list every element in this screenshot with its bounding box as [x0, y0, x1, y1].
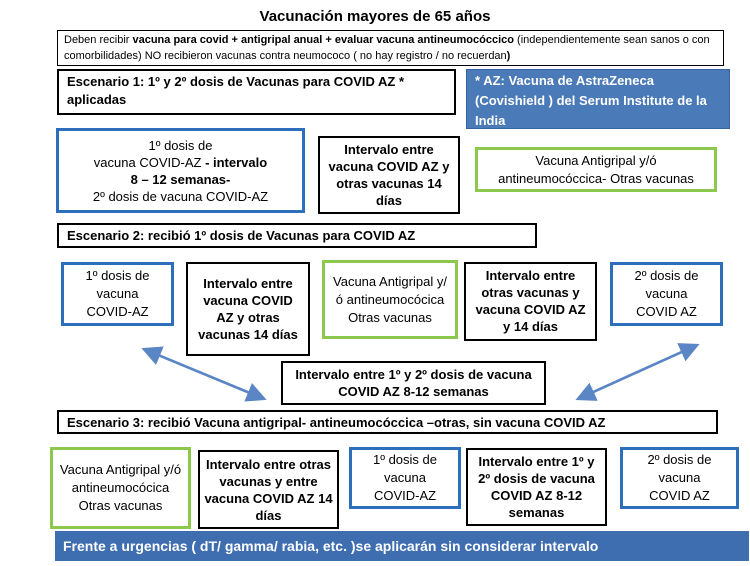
s3-second-dose-box: 2º dosis de vacuna COVID AZ [620, 447, 739, 509]
s1-box1-line3: 8 – 12 semanas- [130, 172, 231, 187]
s1-box1-line2b: - intervalo [201, 155, 268, 170]
s1-antigripal-box: Vacuna Antigripal y/ó antineumocóccica- Otras vacunas [475, 147, 717, 192]
left-arrow-down [146, 350, 262, 398]
intro-b2: ) [506, 50, 511, 62]
s2-antigripal-box: Vacuna Antigripal y/ó antineumocócica Otras vacunas [322, 260, 458, 339]
right-arrow-down [580, 346, 695, 398]
scenario2-header: Escenario 2: recibió 1º dosis de Vacunas para COVID AZ [57, 223, 537, 248]
s3-interval-doses-box: Intervalo entre 1º y 2º dosis de vacuna COVID AZ 8-12 semanas [466, 448, 607, 526]
s2-interval-covid-box: Intervalo entre vacuna COVID AZ y otras vacunas 14 días [186, 262, 310, 356]
intro-b1: vacuna para covid + antigripal anual + evaluar vacuna antineumocóccico [132, 34, 514, 46]
s1-box1-line4: 2º dosis de vacuna COVID-AZ [92, 189, 269, 204]
s3-first-dose-box: 1º dosis de vacuna COVID-AZ [349, 447, 461, 509]
scenario1-header: Escenario 1: 1º y 2º dosis de Vacunas para COVID AZ * aplicadas [57, 69, 456, 115]
footer-banner: Frente a urgencias ( dT/ gamma/ rabia, etc. )se aplicarán sin considerar intervalo [55, 531, 749, 561]
s3-interval-other-box: Intervalo entre otras vacunas y entre vacuna COVID AZ 14 días [198, 450, 339, 529]
az-note: * AZ: Vacuna de AstraZeneca (Covishield ) del Serum Institute de la India [466, 69, 730, 129]
scenario3-header: Escenario 3: recibió Vacuna antigripal- antineumocóccica –otras, sin vacuna COVID AZ [57, 410, 718, 434]
intro-t1: Deben recibir [64, 34, 133, 46]
s1-interval-box: Intervalo entre vacuna COVID AZ y otras vacunas 14 días [318, 136, 460, 214]
s2-center-interval-box: Intervalo entre 1º y 2º dosis de vacuna COVID AZ 8-12 semanas [281, 361, 546, 405]
s3-antigripal-box: Vacuna Antigripal y/ó antineumocócica Otras vacunas [50, 447, 191, 529]
s2-first-dose-box: 1º dosis de vacuna COVID-AZ [61, 262, 174, 326]
intro-t2: (independientemente sean sanos o con comorbilidades) NO recibieron vacunas contra neumococo ( no hay registro / no recuerdan [64, 34, 710, 62]
s1-box1-line2a: vacuna COVID-AZ [93, 155, 202, 170]
s2-interval-other-box: Intervalo entre otras vacunas y vacuna COVID AZ y 14 días [464, 262, 597, 341]
page-title: Vacunación mayores de 65 años [259, 8, 491, 25]
s2-second-dose-box: 2º dosis de vacuna COVID AZ [610, 262, 723, 326]
s1-box1-line1: 1º dosis de [148, 138, 213, 153]
